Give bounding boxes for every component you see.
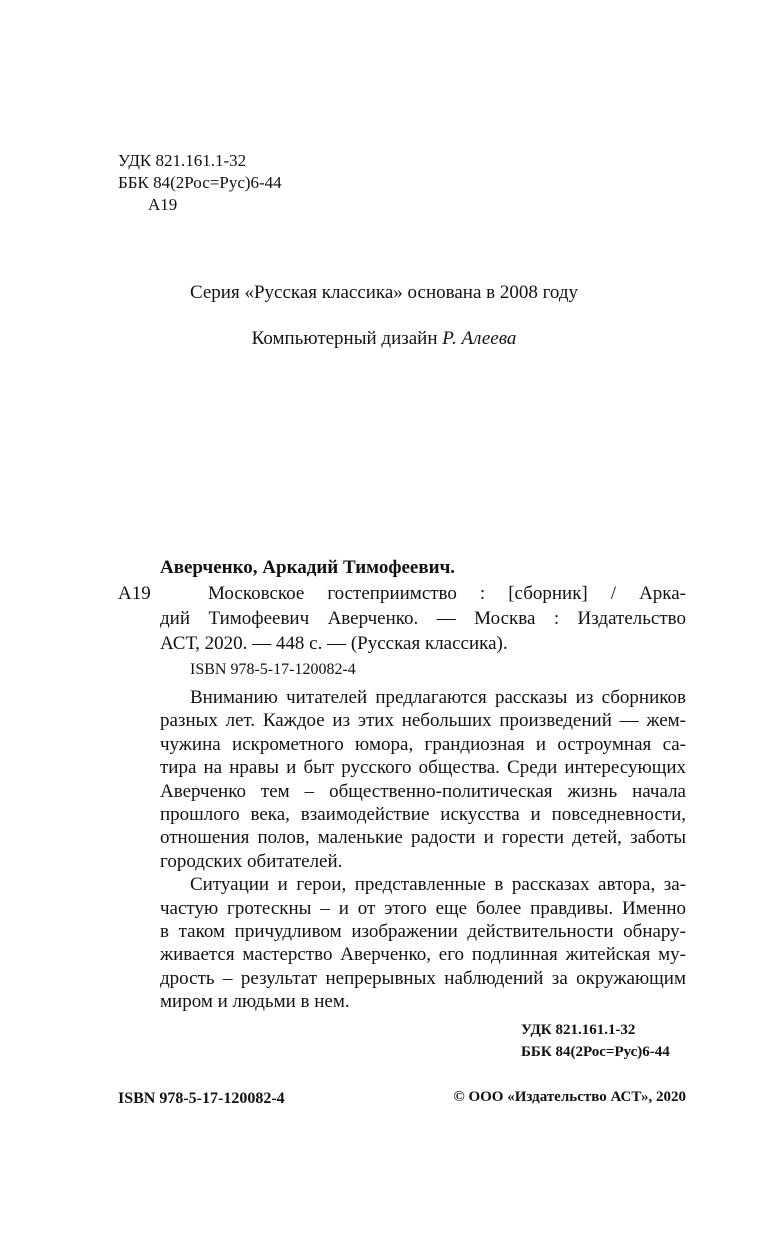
bbk-code-bottom: ББК 84(2Рос=Рус)6-44 bbox=[521, 1044, 670, 1060]
udk-code-top: УДК 821.161.1-32 bbox=[118, 151, 247, 170]
annotation-line: дрость – результат непрерывных наблюдений за окружающим bbox=[160, 967, 686, 989]
bib-isbn: ISBN 978-5-17-120082-4 bbox=[190, 661, 356, 678]
author-mark-top: А19 bbox=[148, 195, 178, 214]
bib-line: АСТ, 2020. — 448 с. — (Русская классика). bbox=[160, 633, 508, 654]
bib-author: Аверченко, Аркадий Тимофеевич. bbox=[160, 557, 456, 578]
bbk-code-top: ББК 84(2Рос=Рус)6-44 bbox=[118, 173, 282, 192]
annotation-line: отношения полов, маленькие радости и горести детей, заботы bbox=[160, 827, 686, 849]
bib-mark: А19 bbox=[118, 583, 151, 604]
annotation-line: чужина искрометного юмора, грандиозная и остроумная са- bbox=[160, 733, 686, 755]
annotation-line: частую гротескны – и от этого еще более правдивы. Именно bbox=[160, 897, 686, 919]
design-label: Компьютерный дизайн bbox=[251, 328, 438, 349]
annotation-line: в таком причудливом изображении действительности обнару- bbox=[160, 921, 686, 942]
annotation-line: миром и людьми в нем. bbox=[160, 991, 350, 1013]
footer-isbn: ISBN 978-5-17-120082-4 bbox=[118, 1090, 285, 1107]
annotation-line: Аверченко тем – общественно-политическая жизнь начала bbox=[160, 780, 686, 802]
bib-line: Московское гостеприимство : [сборник] / Арка- bbox=[208, 583, 686, 604]
udk-code-bottom: УДК 821.161.1-32 bbox=[521, 1022, 636, 1038]
bib-line: дий Тимофеевич Аверченко. — Москва : Издательство bbox=[160, 608, 686, 629]
series-line: Серия «Русская классика» основана в 2008 году bbox=[189, 282, 579, 303]
annotation-line: разных лет. Каждое из этих небольших произведений — жем- bbox=[160, 710, 686, 732]
annotation-line: прошлого века, взаимодействие искусства и повседневности, bbox=[160, 804, 686, 825]
annotation-line: тира на нравы и быт русского общества. Среди интересующих bbox=[160, 757, 686, 779]
annotation-line: городских обитателей. bbox=[160, 850, 343, 872]
annotation-line: Ситуации и герои, представленные в рассказах автора, за- bbox=[190, 874, 686, 896]
design-credit bbox=[0, 326, 768, 352]
footer-copyright: © ООО «Издательство АСТ», 2020 bbox=[453, 1089, 686, 1105]
annotation-line: живается мастерство Аверченко, его подлинная житейская му- bbox=[160, 944, 686, 966]
annotation-line: Вниманию читателей предлагаются рассказы из сборников bbox=[190, 687, 686, 708]
designer-name: Р. Алеева bbox=[442, 328, 517, 349]
